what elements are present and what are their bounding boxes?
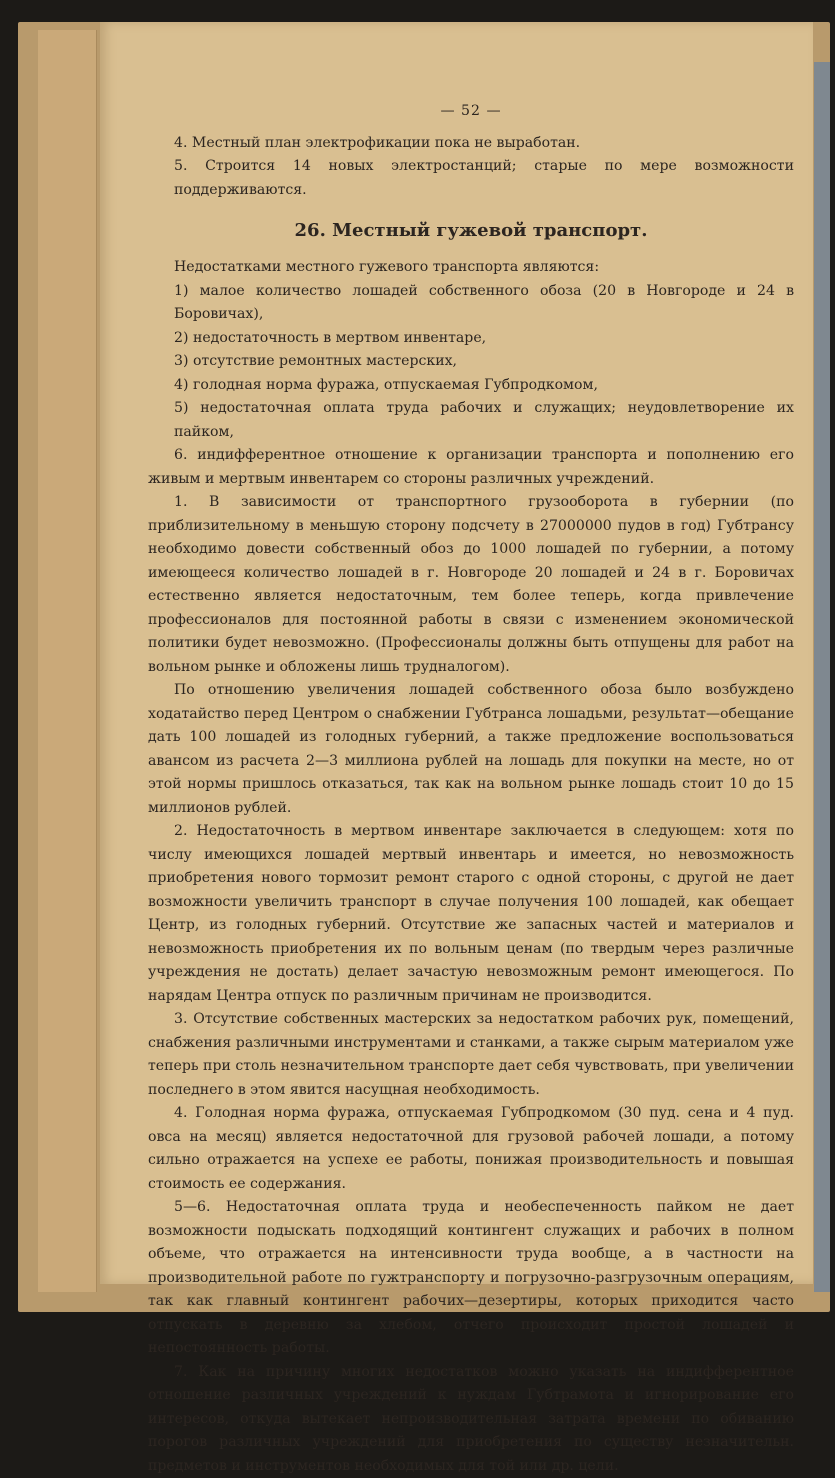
paragraph-7: 7. Как на причину многих недостатков можно указать на индифферентное отношение различных учреждений к нуждам Губтрамота и игнорирование его интересов, откуда вытекает непроизводительная затрата времени по обиванию порогов различных учреждений для приобретения по существу незначительн. предметов и инструментов необходимых для той или др. цели. xyxy=(148,1361,794,1478)
book-page xyxy=(100,22,813,1284)
paragraph-5-6: 5—6. Недостаточная оплата труда и необеспеченность пайком не дает возможности подыскать подходящий контингент служащих и рабочих в полном объеме, что отражается на интенсивности труда вообще, а в частности на производительной работе по гужтранспорту и погрузочно-разгрузочным операциям, так как главный контингент рабочих—дезертиры, которых приходится часто отпускать в деревню за хлебом, отчего происходит простой лошадей и непостоянность работы. xyxy=(148,1196,794,1361)
page-text xyxy=(148,100,794,1478)
intro-line: Недостатками местного гужевого транспорта являются: xyxy=(148,256,794,280)
paragraph-4: 4. Голодная норма фуража, отпускаемая Губпродкомом (30 пуд. сена и 4 пуд. овса на месяц) является недостаточной для грузовой рабочей лошади, а потому сильно отражается на успехе ее работы, понижая производительность и повышая стоимость ее содержания. xyxy=(148,1102,794,1196)
paragraph-horses: По отношению увеличения лошадей собственного обоза было возбуждено ходатайство перед Центром о снабжении Губтранса лошадьми, результат—обещание дать 100 лошадей из голодных губерний, а также предложение воспользоваться авансом из расчета 2—3 миллиона рублей на лошадь для покупки на месте, но от этой нормы пришлось отказаться, так как на вольном рынке лошадь стоит 10 до 15 миллионов рублей. xyxy=(148,679,794,820)
deficiency-item: 3) отсутствие ремонтных мастерских, xyxy=(148,350,794,374)
page-number: — 52 — xyxy=(148,100,794,124)
deficiency-item: 4) голодная норма фуража, отпускаемая Губпродкомом, xyxy=(148,374,794,398)
cover-edge xyxy=(814,62,830,1292)
paragraph-1: 1. В зависимости от транспортного грузооборота в губернии (по приблизительному в меньшую сторону подсчету в 27000000 пудов в год) Губтрансу необходимо довести собственный обоз до 1000 лошадей по губернии, а потому имеющееся количество лошадей в г. Новгороде 20 лошадей и 24 в г. Боровичах естественно является недостаточным, тем более теперь, когда привлечение профессионалов для постоянной работы в связи с изменением экономической политики будет невозможно. (Профессионалы должны быть отпущены для работ на вольном рынке и обложены лишь трудналогом). xyxy=(148,491,794,679)
section-title: 26. Местный гужевой транспорт. xyxy=(148,218,794,244)
paragraph-2: 2. Недостаточность в мертвом инвентаре заключается в следующем: хотя по числу имеющихся лошадей мертвый инвентарь и имеется, но невозможность приобретения нового тормозит ремонт старого с одной стороны, с другой не дает возможности увеличить транспорт в случае получения 100 лошадей, как обещает Центр, из голодных губерний. Отсутствие же запасных частей и материалов и невозможность приобретения их по вольным ценам (по твердым через различные учреждения не достать) делает зачастую невозможным ремонт имеющегося. По нарядам Центра отпуск по различным причинам не производится. xyxy=(148,820,794,1008)
book-gutter xyxy=(38,30,97,1292)
paragraph-3: 3. Отсутствие собственных мастерских за недостатком рабочих рук, помещений, снабжения различными инструментами и станками, а также сырым материалом уже теперь при столь незначительном транспорте дает себя чувствовать, при увеличении последнего в этом явится насущная необходимость. xyxy=(148,1008,794,1102)
deficiency-item: 1) малое количество лошадей собственного обоза (20 в Новгороде и 24 в Боровичах), xyxy=(148,280,794,327)
deficiency-item: 5) недостаточная оплата труда рабочих и служащих; неудовлетворение их пайком, xyxy=(148,397,794,444)
deficiency-item: 6. индифферентное отношение к организации транспорта и пополнению его живым и мертвым инвентарем со стороны различных учреждений. xyxy=(148,444,794,491)
pre-item: 5. Строится 14 новых электростанций; старые по мере возможности поддерживаются. xyxy=(148,155,794,202)
deficiency-item: 2) недостаточность в мертвом инвентаре, xyxy=(148,327,794,351)
pre-item: 4. Местный план электрофикации пока не выработан. xyxy=(148,132,794,156)
